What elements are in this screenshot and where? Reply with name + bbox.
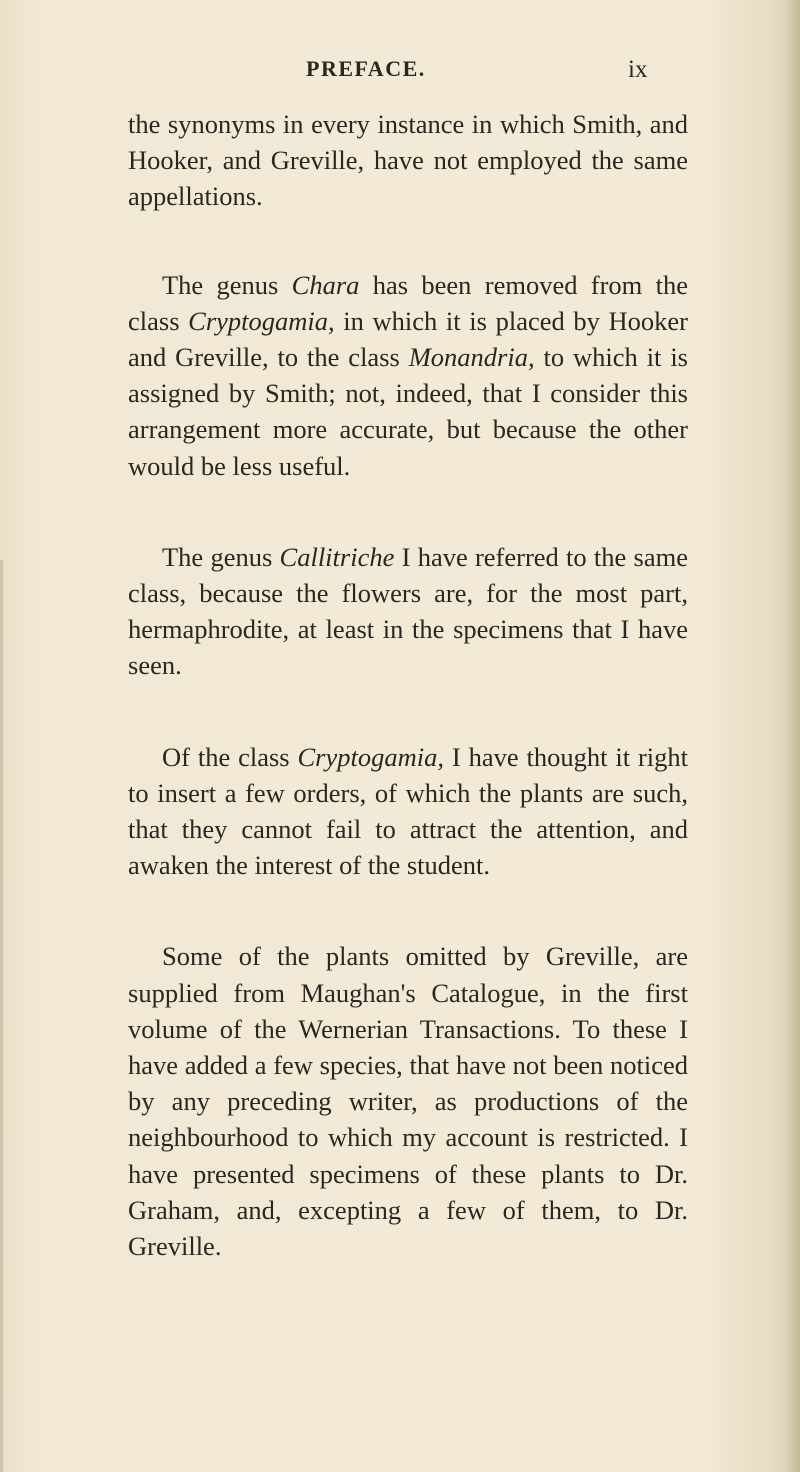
genus-callitriche: Callitriche bbox=[279, 541, 395, 572]
gutter-shadow bbox=[0, 560, 3, 1472]
paragraph-2 bbox=[128, 267, 688, 484]
paragraph-3-text-a: The genus bbox=[162, 541, 280, 572]
class-cryptogamia-2: Cryptogamia, bbox=[297, 741, 444, 772]
paragraph-1 bbox=[128, 106, 688, 215]
paragraph-5-text: Some of the plants omitted by Greville, are supplied from Maughan's Catalogue, in the first volume of the Wernerian Transactions. To these I have added a few species, that have not been noticed by any preceding writer, as productions of the neighbourhood to which my account is restricted. I have presented specimens of these plants to Dr. Graham, and, excepting a few of them, to Dr. Greville. bbox=[128, 941, 688, 1262]
paragraph-4 bbox=[128, 739, 688, 884]
paragraph-3 bbox=[128, 539, 688, 684]
paragraph-4-text-a: Of the class bbox=[162, 741, 298, 772]
page-number: ix bbox=[628, 56, 648, 83]
body-text bbox=[128, 106, 688, 1319]
class-monandria: Monandria, bbox=[408, 342, 535, 373]
genus-chara: Chara bbox=[291, 269, 360, 300]
paragraph-1-text: the synonyms in every instance in which Smith, and Hooker, and Greville, have not employed the same appellations. bbox=[128, 109, 688, 212]
paragraph-3-text-b: I have referred to the same class, because the flowers are, for the most part, hermaphrodite, at least in the specimens that I have seen. bbox=[128, 541, 688, 681]
paragraph-5 bbox=[128, 938, 688, 1264]
class-cryptogamia: Cryptogamia, bbox=[188, 305, 335, 336]
paragraph-2-text-c: in which it is placed by Hooker and Greville, to the class bbox=[128, 305, 688, 373]
paragraph-4-text-b: I have thought it right to insert a few orders, of which the plants are such, that they cannot fail to attract the attention, and awaken the interest of the student. bbox=[128, 741, 688, 881]
paragraph-2-text-d: to which it is assigned by Smith; not, indeed, that I consider this arrangement more accurate, but because the other would be less useful. bbox=[128, 342, 688, 481]
paragraph-2-text-b: has been removed from the class bbox=[128, 269, 688, 336]
running-head: PREFACE. bbox=[306, 56, 426, 81]
page-header bbox=[0, 56, 800, 86]
page-edge-shadow bbox=[786, 0, 800, 1472]
paragraph-2-text-a: The genus bbox=[162, 269, 292, 300]
